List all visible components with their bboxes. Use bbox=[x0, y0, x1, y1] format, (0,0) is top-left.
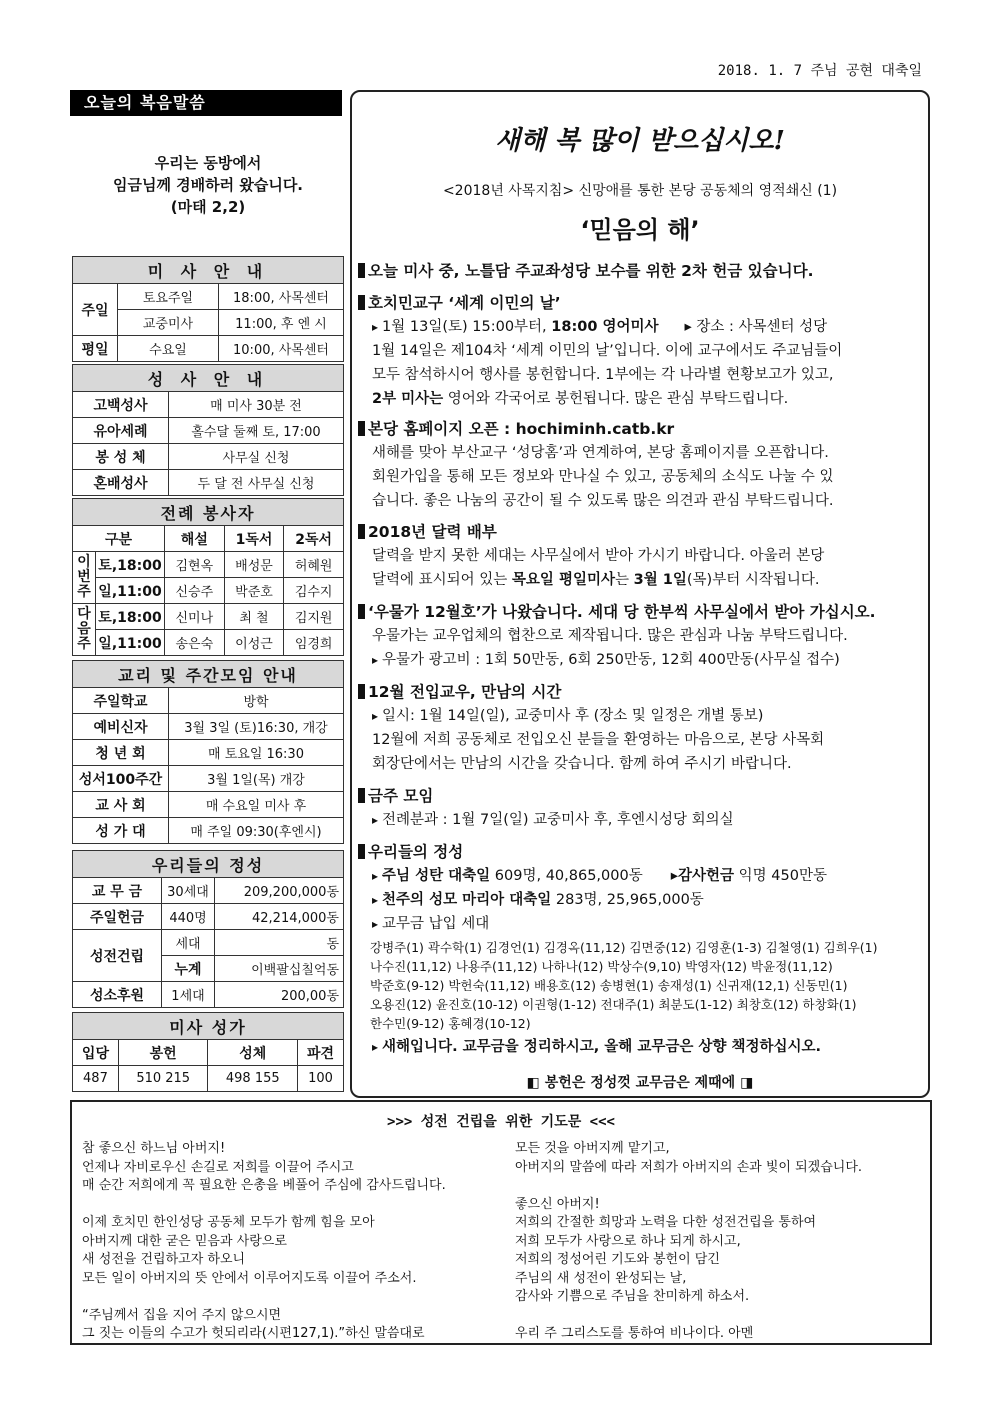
prayer-line bbox=[515, 1307, 862, 1326]
notice-newsletter bbox=[358, 600, 926, 672]
notice-title: ‘우물가 12월호’가 나왔습니다. 세대 당 한부씩 사무실에서 받아 가십시오. bbox=[368, 603, 876, 621]
issue-date: 2018. 1. 7 주님 공현 대축일 bbox=[717, 63, 922, 79]
offering-count: 30세대 bbox=[162, 878, 215, 904]
notice-text: ▸ 전례분과 : 1월 7일(일) 교중미사 후, 후엔시성당 회의실 bbox=[358, 808, 926, 832]
doctrine-name: 성서100주간 bbox=[73, 766, 169, 792]
liturgy-header: 2독서 bbox=[284, 526, 344, 552]
offering-name: 교 무 금 bbox=[73, 878, 162, 904]
mass-name: 교중미사 bbox=[118, 310, 219, 336]
notice-text: 모두 참석하시어 행사를 봉헌합니다. 1부에는 각 나라별 현황보고가 있고, bbox=[372, 367, 834, 383]
prayer-line: 매 순간 저희에게 꼭 필요한 은총을 베풀어 주심에 감사드립니다. bbox=[82, 1178, 446, 1193]
sacrament-value: 두 달 전 사무실 신청 bbox=[169, 470, 344, 496]
next-week-label: 다음주 bbox=[73, 604, 96, 656]
notice-text: 달력에 표시되어 있는 bbox=[372, 572, 512, 588]
doctrine-value: 방학 bbox=[169, 688, 344, 714]
year-title: ‘믿음의 해’ bbox=[580, 216, 700, 244]
doctrine-name: 교 사 회 bbox=[73, 792, 169, 818]
sacrament-value: 사무실 신청 bbox=[169, 444, 344, 470]
sunday-label: 주일 bbox=[73, 284, 118, 336]
doctrine-value: 매 수요일 미사 후 bbox=[169, 792, 344, 818]
notice-text: 감사헌금 bbox=[678, 868, 735, 884]
notice-text: ▸ 우물가 광고비 : 1회 50만동, 6회 250만동, 12회 400만동(사무실 접수) bbox=[358, 648, 926, 672]
mass-time: 10:00, 사목센터 bbox=[219, 336, 344, 362]
sacrament-value: 홀수달 둘째 토, 17:00 bbox=[169, 418, 344, 444]
mass-time: 18:00, 사목센터 bbox=[219, 284, 344, 310]
building-row-label: 세대 bbox=[162, 930, 215, 956]
prayer-line: “주님께서 집을 지어 주지 않으시면 bbox=[82, 1307, 282, 1323]
notice-text: 목요일 평일미사 bbox=[511, 572, 615, 588]
sacrament-name: 고백성사 bbox=[73, 392, 169, 418]
closing-motto: ◧ 봉헌은 정성껏 교무금은 제때에 ◨ bbox=[526, 1075, 754, 1091]
liturgy-time: 일,11:00 bbox=[96, 630, 165, 656]
notice-text: 회원가입을 통해 모든 정보와 만나실 수 있고, 공동체의 소식도 나눌 수 있 bbox=[372, 469, 834, 485]
donor-names: 강병주(1) 곽수학(1) 김경언(1) 김경옥(11,12) 김면중(12) 김영훈(1-3) 김철영(1) 김희우(1) bbox=[370, 940, 878, 955]
square-bullet-icon bbox=[358, 788, 365, 803]
liturgy-commentator: 신미나 bbox=[165, 604, 225, 630]
notice-text: 주님 성탄 대축일 bbox=[382, 868, 491, 884]
notice-text: ▸ 교무금 납입 세대 bbox=[358, 912, 926, 936]
notice-offerings: 우리들의 정성 ▸ 주님 성탄 대축일 609명, 40,865,000동 ▸감사헌금 익명 450만동 ▸ 천주의 성모 마리아 대축일 283명, 25,965,000동 ▸ 교무금 납입 세대 강병주(1) 곽수학(1) 김경언(1) 김경옥(11,12) 김면중(12) 김영훈(1-3) 김철영(1) 김희우(1) 나수진(11,12) 나용주(11,12) 나하나(12) 박상수(9,10) 박영자(12) 박윤정(11,12) 박준호(9-12) 박헌숙(11,12) 배용호(12) 송병현(1) 송재성(1) 신귀재(12,1) 신동민(1) 오용진(12) 윤진호(10-12) 이권형(1-12) 전대주(1) 최분도(1-12) 최창호(12) 하창화(1) 한수민(9-12) 홍혜경(10-12) ▸ 새해입니다. 교무금을 정리하시고, 올해 교무금은 상향 책정하십시오. bbox=[358, 840, 926, 1059]
prayer-left-column bbox=[82, 1140, 446, 1344]
mass-info-table bbox=[72, 256, 344, 362]
liturgy-reader1: 이성근 bbox=[224, 630, 284, 656]
support-count: 1세대 bbox=[162, 982, 215, 1008]
square-bullet-icon bbox=[358, 421, 365, 436]
hymn-number: 510 215 bbox=[118, 1066, 208, 1092]
offering-amount: 209,200,000동 bbox=[215, 878, 344, 904]
offering-title: 우리들의 정성 bbox=[73, 851, 344, 878]
liturgy-time: 토,18:00 bbox=[96, 552, 165, 578]
building-row-value: 이백팔십칠억동 bbox=[215, 956, 344, 982]
prayer-line: 좋으신 아버지! bbox=[515, 1196, 600, 1212]
liturgy-table bbox=[72, 498, 344, 656]
offering-name: 주일헌금 bbox=[73, 904, 162, 930]
building-row-value: 동 bbox=[215, 930, 344, 956]
doctrine-name: 청 년 회 bbox=[73, 740, 169, 766]
building-row-label: 누계 bbox=[162, 956, 215, 982]
liturgy-reader1: 배성문 bbox=[224, 552, 284, 578]
notice-text: 천주의 성모 마리아 대축일 bbox=[382, 892, 552, 908]
prayer-line: 감사와 기쁨으로 주님을 찬미하게 하소서. bbox=[515, 1289, 750, 1304]
square-bullet-icon bbox=[358, 263, 365, 278]
hymn-number: 498 155 bbox=[208, 1066, 298, 1092]
hymn-header: 봉헌 bbox=[118, 1040, 208, 1066]
square-bullet-icon bbox=[358, 524, 365, 539]
notice-text: 새해를 맞아 부산교구 ‘성당홈’과 연계하여, 본당 홈페이지를 오픈합니다. bbox=[372, 445, 829, 461]
notice-text: 습니다. 좋은 나눔의 공간이 될 수 있도록 많은 의견과 관심 부탁드립니다. bbox=[372, 493, 834, 509]
liturgy-header: 구분 bbox=[73, 526, 165, 552]
hymn-title: 미사 성가 bbox=[73, 1013, 344, 1040]
pastoral-guideline: <2018년 사목지침> 신망애를 통한 본당 공동체의 영적쇄신 (1) bbox=[442, 183, 838, 199]
hymn-number: 100 bbox=[298, 1066, 344, 1092]
notice-text: 익명 450만동 bbox=[734, 868, 827, 884]
support-label: 성소후원 bbox=[73, 982, 162, 1008]
doctrine-value: 매 토요일 16:30 bbox=[169, 740, 344, 766]
liturgy-header: 해설 bbox=[165, 526, 225, 552]
doctrine-title: 교리 및 주간모임 안내 bbox=[73, 661, 344, 688]
notice-homepage bbox=[358, 417, 926, 513]
mass-name: 수요일 bbox=[118, 336, 219, 362]
notice-text: ▸ 일시: 1월 14일(일), 교중미사 후 (장소 및 일정은 개별 통보) bbox=[358, 704, 926, 728]
donor-names: 오용진(12) 윤진호(10-12) 이권형(1-12) 전대주(1) 최분도(1-12) 최창호(12) 하창화(1) bbox=[370, 997, 857, 1012]
sacrament-name: 봉 성 체 bbox=[73, 444, 169, 470]
notice-text: 2부 미사는 bbox=[372, 391, 444, 407]
doctrine-value: 매 주일 09:30(후엔시) bbox=[169, 818, 344, 844]
sacrament-name: 혼배성사 bbox=[73, 470, 169, 496]
liturgy-reader1: 최 철 bbox=[224, 604, 284, 630]
offering-count: 440명 bbox=[162, 904, 215, 930]
building-label: 성전건립 bbox=[73, 930, 162, 982]
square-bullet-icon bbox=[358, 684, 365, 699]
liturgy-reader2: 임경희 bbox=[284, 630, 344, 656]
hymn-table bbox=[72, 1012, 344, 1092]
liturgy-reader1: 박준호 bbox=[224, 578, 284, 604]
prayer-line: 모든 일이 아버지의 뜻 안에서 이루어지도록 이끌어 주소서. bbox=[82, 1270, 417, 1286]
notice-text: 18:00 영어미사 bbox=[551, 319, 659, 335]
gospel-verse bbox=[72, 152, 344, 218]
notice-text: 283명, 25,965,000동 bbox=[551, 892, 704, 908]
donor-names: 박준호(9-12) 박헌숙(11,12) 배용호(12) 송병현(1) 송재성(1) 신귀재(12,1) 신동민(1) bbox=[370, 978, 848, 993]
notice-second-collection bbox=[358, 259, 926, 283]
prayer-line: 저희의 정성어린 기도와 봉헌이 담긴 bbox=[515, 1252, 720, 1267]
notice-text: 1월 14일은 제104차 ‘세계 이민의 날’입니다. 이에 교구에서도 주교님들이 bbox=[372, 343, 843, 359]
doctrine-value: 3월 3일 (토)16:30, 개강 bbox=[169, 714, 344, 740]
doctrine-name: 예비신자 bbox=[73, 714, 169, 740]
prayer-right-column bbox=[515, 1140, 862, 1344]
prayer-line: 아버지의 말씀에 따라 저희가 아버지의 손과 빛이 되겠습니다. bbox=[515, 1159, 863, 1175]
square-bullet-icon bbox=[358, 844, 365, 859]
notice-title: 오늘 미사 중, 노틀담 주교좌성당 보수를 위한 2차 헌금 있습니다. bbox=[368, 262, 814, 280]
prayer-line: 아버지께 대한 굳은 믿음과 사랑으로 bbox=[82, 1233, 287, 1249]
notice-text: 우물가는 교우업체의 협찬으로 제작됩니다. 많은 관심과 나눔 부탁드립니다. bbox=[372, 628, 848, 644]
notice-text: ▸ 새해입니다. 교무금을 정리하시고, 올해 교무금은 상향 책정하십시오. bbox=[358, 1035, 926, 1059]
prayer-line: 저희 모두가 사랑으로 하나 되게 하시고, bbox=[515, 1233, 741, 1249]
square-bullet-icon bbox=[358, 295, 365, 310]
hymn-header: 입당 bbox=[73, 1040, 119, 1066]
prayer-line: 이제 호치민 한인성당 공동체 모두가 함께 힘을 모아 bbox=[82, 1215, 375, 1230]
notice-calendar bbox=[358, 520, 926, 592]
notice-text: 12월에 저희 공동체로 전입오신 분들을 환영하는 마음으로, 본당 사목회 bbox=[372, 732, 825, 748]
donor-names: 나수진(11,12) 나용주(11,12) 나하나(12) 박상수(9,10) 박영자(12) 박윤정(11,12) bbox=[370, 959, 833, 974]
liturgy-time: 일,11:00 bbox=[96, 578, 165, 604]
liturgy-time: 토,18:00 bbox=[96, 604, 165, 630]
prayer-line: 그 짓는 이들의 수고가 헛되리라(시편127,1).”하신 말씀대로 bbox=[82, 1326, 425, 1341]
prayer-line: 저희의 간절한 희망과 노력을 다한 성전건립을 통하여 bbox=[515, 1215, 817, 1230]
liturgy-commentator: 신승주 bbox=[165, 578, 225, 604]
notice-text: 3월 1일 bbox=[633, 572, 687, 588]
sacrament-name: 유아세례 bbox=[73, 418, 169, 444]
notice-text: 영어와 각국어로 봉헌됩니다. 많은 관심 부탁드립니다. bbox=[443, 391, 789, 407]
liturgy-reader2: 김수지 bbox=[284, 578, 344, 604]
prayer-title: >>> 성전 건립을 위한 기도문 <<< bbox=[387, 1114, 615, 1130]
donor-names: 한수민(9-12) 홍혜경(10-12) bbox=[370, 1016, 531, 1031]
sacrament-table bbox=[72, 364, 344, 496]
prayer-line bbox=[515, 1177, 862, 1196]
headline: 새해 복 많이 받으십시오! bbox=[495, 126, 785, 156]
liturgy-commentator: 김현옥 bbox=[165, 552, 225, 578]
square-bullet-icon bbox=[358, 604, 365, 619]
weekday-label: 평일 bbox=[73, 336, 118, 362]
liturgy-header: 1독서 bbox=[224, 526, 284, 552]
prayer-line: 모든 것을 아버지께 맡기고, bbox=[515, 1141, 670, 1156]
hymn-header: 파견 bbox=[298, 1040, 344, 1066]
liturgy-title: 전례 봉사자 bbox=[73, 499, 344, 526]
notice-title: 우리들의 정성 bbox=[368, 843, 464, 861]
prayer-line bbox=[82, 1196, 446, 1215]
liturgy-commentator: 송은숙 bbox=[165, 630, 225, 656]
sacrament-title: 성 사 안 내 bbox=[73, 365, 344, 392]
notice-migrant-day: 호치민교구 ‘세계 이민의 날’ ▸ 1월 13일(토) 15:00부터, 18:00 영어미사 ▸ 장소 : 사목센터 성당 1월 14일은 제104차 ‘세계 이민의 날’입니다. 이에 교구에서도 주교님들이 모두 참석하시어 행사를 봉헌합니다. 1부에는 각 나라별 현황보고가 있고, 2부 미사는 영어와 각국어로 봉헌됩니다. 많은 관심 부탁드립니다. bbox=[358, 291, 926, 411]
notice-title: 금주 모임 bbox=[368, 787, 434, 805]
notice-title: 본당 홈페이지 오픈 : hochiminh.catb.kr bbox=[368, 420, 675, 438]
liturgy-reader2: 김지원 bbox=[284, 604, 344, 630]
notice-text: 는 bbox=[615, 572, 634, 588]
prayer-line: 참 좋으신 하느님 아버지! bbox=[82, 1141, 226, 1156]
notice-text: 609명, 40,865,000동 bbox=[490, 868, 643, 884]
notice-new-members bbox=[358, 680, 926, 776]
offering-table bbox=[72, 850, 344, 1008]
prayer-line: 언제나 자비로우신 손길로 저희를 이끌어 주시고 bbox=[82, 1159, 354, 1175]
hymn-number: 487 bbox=[73, 1066, 119, 1092]
gospel-line: 임금님께 경배하러 왔습니다. bbox=[112, 176, 304, 194]
gospel-line: (마태 2,2) bbox=[170, 198, 246, 216]
prayer-line bbox=[82, 1288, 446, 1307]
mass-time: 11:00, 후 엔 시 bbox=[219, 310, 344, 336]
liturgy-reader2: 허혜원 bbox=[284, 552, 344, 578]
notice-text: 회장단에서는 만남의 시간을 갖습니다. 함께 하여 주시기 바랍니다. bbox=[372, 756, 792, 772]
gospel-line: 우리는 동방에서 bbox=[154, 154, 262, 172]
doctrine-table bbox=[72, 660, 344, 844]
this-week-label: 이번주 bbox=[73, 552, 96, 604]
doctrine-name: 주일학교 bbox=[73, 688, 169, 714]
notice-title: 12월 전입교우, 만남의 시간 bbox=[368, 683, 562, 701]
offering-amount: 42,214,000동 bbox=[215, 904, 344, 930]
notice-text: 1월 13일(토) 15:00부터, bbox=[382, 319, 552, 335]
notice-text: 장소 : 사목센터 성당 bbox=[696, 319, 828, 335]
sacrament-value: 매 미사 30분 전 bbox=[169, 392, 344, 418]
notice-meetings bbox=[358, 784, 926, 832]
hymn-header: 성체 bbox=[208, 1040, 298, 1066]
notice-title: 호치민교구 ‘세계 이민의 날’ bbox=[368, 294, 561, 312]
notice-title: 2018년 달력 배부 bbox=[368, 523, 497, 541]
gospel-header: 오늘의 복음말씀 bbox=[70, 90, 342, 116]
prayer-line: 우리 주 그리스도를 통하여 비나이다. 아멘 bbox=[515, 1326, 754, 1341]
doctrine-value: 3월 1일(목) 개강 bbox=[169, 766, 344, 792]
prayer-line: 새 성전을 건립하고자 하오니 bbox=[82, 1252, 246, 1267]
notice-text: 달력을 받지 못한 세대는 사무실에서 받아 가시기 바랍니다. 아울러 본당 bbox=[372, 548, 825, 564]
support-amount: 200,00동 bbox=[215, 982, 344, 1008]
notice-text: (목)부터 시작됩니다. bbox=[686, 572, 820, 588]
prayer-line: 주님의 새 성전이 완성되는 날, bbox=[515, 1270, 687, 1286]
doctrine-name: 성 가 대 bbox=[73, 818, 169, 844]
mass-name: 토요주일 bbox=[118, 284, 219, 310]
mass-info-title: 미 사 안 내 bbox=[73, 257, 344, 284]
